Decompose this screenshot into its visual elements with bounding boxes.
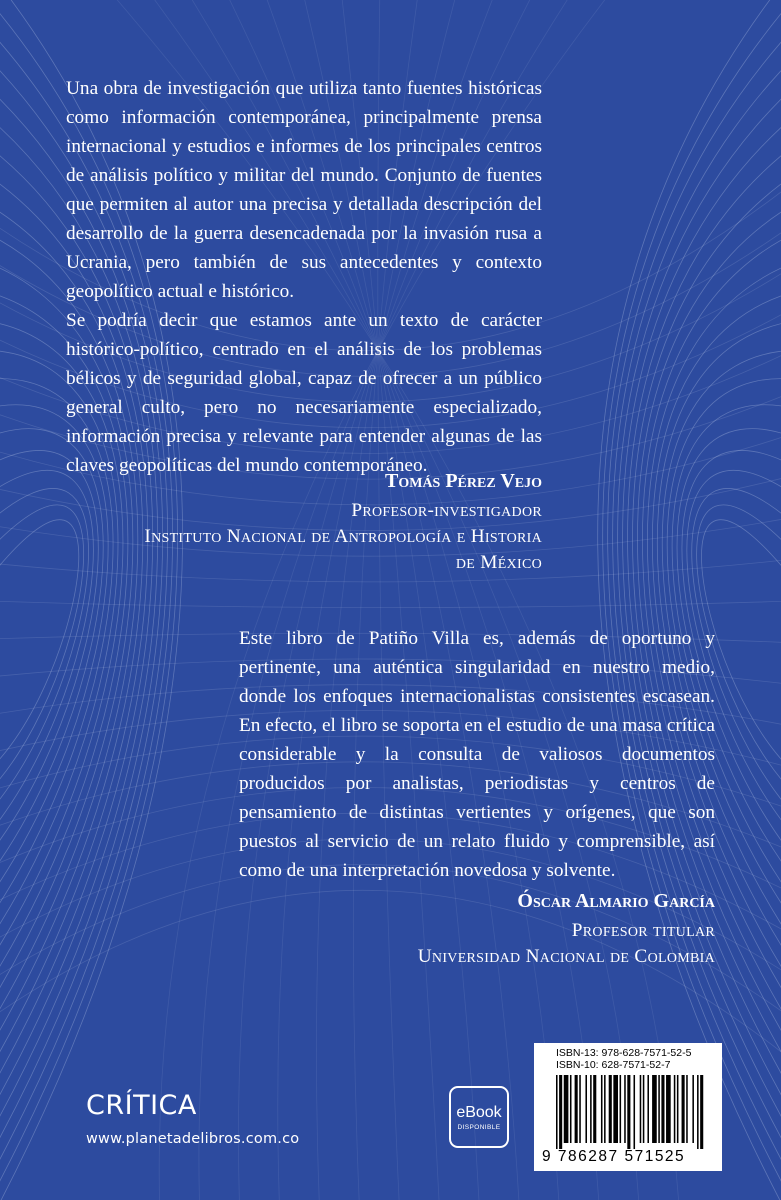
reviewer-name: Óscar Almario García — [517, 890, 715, 912]
barcode-bar — [579, 1075, 581, 1143]
barcode-bar — [627, 1075, 630, 1149]
background-line — [0, 429, 103, 888]
reviewer-role: Profesor-investigador — [351, 500, 542, 521]
reviewer-name: Tomás Pérez Vejo — [385, 470, 542, 492]
background-line — [603, 0, 781, 1200]
background-line — [0, 600, 781, 608]
ebook-label: eBook — [456, 1104, 502, 1121]
isbn-10: ISBN-10: 628-7571-52-7 — [556, 1059, 671, 1071]
barcode-bar — [640, 1075, 642, 1143]
barcode-bar — [643, 1075, 645, 1143]
barcode-bar — [661, 1075, 664, 1143]
background-line — [613, 50, 781, 1174]
barcode-bar — [677, 1075, 679, 1143]
publisher-logo: CRÍTICA — [86, 1090, 197, 1121]
background-line — [0, 520, 79, 778]
signature-first-reviewer — [144, 468, 542, 576]
barcode-bar — [686, 1075, 688, 1143]
barcode-bar — [609, 1075, 612, 1143]
barcode-digits: 9 786287 571525 — [542, 1148, 686, 1165]
barcode-bar — [556, 1075, 558, 1149]
barcode-bar — [700, 1075, 703, 1149]
background-line — [0, 505, 84, 800]
background-line — [608, 20, 781, 1196]
barcode-bar — [593, 1075, 596, 1143]
reviewer-institution: Instituto Nacional de Antropología e Historia — [144, 526, 542, 547]
isbn-13: ISBN-13: 978-628-7571-52-5 — [556, 1047, 692, 1059]
background-line — [0, 488, 89, 822]
signature-second-reviewer — [418, 888, 715, 970]
barcode-bar — [697, 1075, 699, 1149]
blurb-paragraph: Este libro de Patiño Villa es, además de oportuno y pertinente, una auténtica singularidad en nuestro medio, donde los enfoques internacionalistas consistentes escasean. En efecto, el libro se soporta en el estudio de una masa crítica considerable y la consulta de valiosos documentos producidos por analistas, periodistas y centros de pensamiento de distintas vertientes y orígenes, que son puestos al servicio de un relato fluido y comprensible, así como de una interpretación novedosa y solvente. — [239, 628, 715, 881]
background-line — [0, 450, 98, 866]
barcode-bar — [666, 1075, 671, 1143]
barcode-bar — [559, 1075, 562, 1149]
ebook-badge — [449, 1086, 509, 1148]
barcode-bar — [570, 1075, 572, 1143]
barcode-bar — [682, 1075, 685, 1143]
barcode-icon — [556, 1075, 706, 1149]
barcode-bar — [647, 1075, 649, 1143]
barcode-bar — [604, 1075, 606, 1143]
barcode-bar — [658, 1075, 660, 1143]
blurb-first-review — [66, 74, 542, 480]
barcode-bar — [585, 1075, 587, 1143]
reviewer-role: Profesor titular — [571, 920, 715, 941]
blurb-second-review — [239, 624, 715, 885]
barcode-bar — [634, 1075, 636, 1149]
blurb-paragraph: Se podría decir que estamos ante un texto de carácter histórico-político, centrado en el análisis de los problemas bélicos y de seguridad global, capaz de ofrecer a un público general culto, pero no necesariamente especializado, información precisa y relevante para entender algunas de las claves geopolíticas del mundo contemporáneo. — [66, 310, 542, 476]
barcode-bar — [590, 1075, 592, 1143]
barcode-bar — [652, 1075, 657, 1143]
barcode-bar — [564, 1075, 569, 1143]
barcode-bar — [624, 1075, 626, 1143]
background-line — [0, 405, 108, 910]
barcode-bar — [575, 1075, 578, 1143]
reviewer-institution: Universidad Nacional de Colombia — [417, 946, 715, 967]
blurb-paragraph: Una obra de investigación que utiliza tanto fuentes históricas como información contemporánea, principalmente prensa internacional y estudios e informes de los principales centros de análisis político y militar del mundo. Conjunto de fuentes que permiten al autor una precisa y detallada descripción del desarrollo de la guerra desencadenada por la invasión rusa a Ucrania, pero también de sus antecedentes y contexto geopolítico actual e histórico. — [66, 78, 542, 302]
background-line — [623, 110, 781, 1130]
barcode-bar — [620, 1075, 622, 1143]
publisher-url[interactable]: www.planetadelibros.com.co — [86, 1131, 300, 1147]
ebook-sublabel: DISPONIBLE — [457, 1124, 501, 1131]
barcode-box — [534, 1043, 722, 1171]
reviewer-institution-continued: de México — [455, 552, 542, 573]
barcode-bar — [601, 1075, 603, 1143]
barcode-bar — [692, 1075, 694, 1143]
barcode-bar — [613, 1075, 618, 1143]
barcode-bar — [674, 1075, 676, 1143]
